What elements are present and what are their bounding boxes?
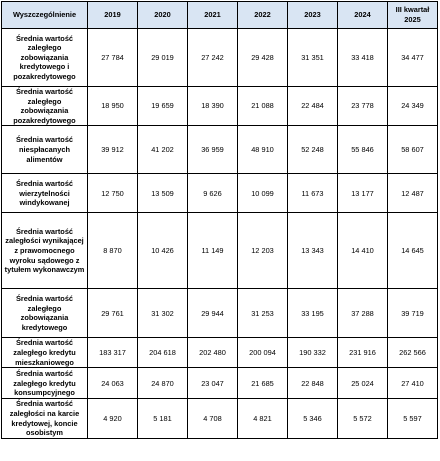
value-cell-2021: 202 480 — [188, 338, 238, 368]
value-cell-2019: 24 063 — [88, 368, 138, 399]
value-cell-2022: 4 821 — [238, 399, 288, 438]
value-cell-2020: 24 870 — [138, 368, 188, 399]
value-cell-2021: 29 944 — [188, 289, 238, 338]
value-cell-2023: 190 332 — [288, 338, 338, 368]
value-cell-2022: 21 088 — [238, 87, 288, 126]
value-cell-q3-2025: 27 410 — [388, 368, 438, 399]
value-cell-2019: 8 870 — [88, 213, 138, 289]
value-cell-2021: 11 149 — [188, 213, 238, 289]
header-cell-2023: 2023 — [288, 2, 338, 29]
value-cell-2024: 33 418 — [338, 29, 388, 87]
value-cell-2024: 55 846 — [338, 126, 388, 174]
value-cell-2022: 10 099 — [238, 174, 288, 213]
table-row — [2, 399, 438, 438]
value-cell-2024: 25 024 — [338, 368, 388, 399]
value-cell-2019: 29 761 — [88, 289, 138, 338]
header-cell-q3-2025: III kwartał 2025 — [388, 2, 438, 29]
value-cell-2024: 37 288 — [338, 289, 388, 338]
value-cell-2021: 23 047 — [188, 368, 238, 399]
value-cell-2022: 29 428 — [238, 29, 288, 87]
value-cell-q3-2025: 39 719 — [388, 289, 438, 338]
row-label: Średnia wartość wierzytelności windykowanej — [2, 174, 88, 213]
value-cell-q3-2025: 5 597 — [388, 399, 438, 438]
value-cell-2020: 31 302 — [138, 289, 188, 338]
value-cell-2021: 27 242 — [188, 29, 238, 87]
value-cell-2023: 5 346 — [288, 399, 338, 438]
header-cell-2021: 2021 — [188, 2, 238, 29]
value-cell-2019: 39 912 — [88, 126, 138, 174]
value-cell-2023: 52 248 — [288, 126, 338, 174]
value-cell-2019: 27 784 — [88, 29, 138, 87]
value-cell-2021: 9 626 — [188, 174, 238, 213]
value-cell-2020: 29 019 — [138, 29, 188, 87]
header-cell-2022: 2022 — [238, 2, 288, 29]
table-body — [2, 29, 438, 439]
header-cell-2019: 2019 — [88, 2, 138, 29]
table-row — [2, 289, 438, 338]
value-cell-2020: 19 659 — [138, 87, 188, 126]
value-cell-2023: 31 351 — [288, 29, 338, 87]
value-cell-2019: 183 317 — [88, 338, 138, 368]
table-row — [2, 368, 438, 399]
row-label: Średnia wartość niespłacanych alimentów — [2, 126, 88, 174]
row-label: Średnia wartość zaległego zobowiązania pozakredytowego — [2, 87, 88, 126]
value-cell-2022: 31 253 — [238, 289, 288, 338]
value-cell-2023: 33 195 — [288, 289, 338, 338]
debt-statistics-table — [1, 1, 438, 439]
row-label: Średnia wartość zaległego zobowiązania kredytowego i pozakredytowego — [2, 29, 88, 87]
value-cell-q3-2025: 262 566 — [388, 338, 438, 368]
header-cell-description: Wyszczególnienie — [2, 2, 88, 29]
table-row — [2, 174, 438, 213]
row-label: Średnia wartość zaległego zobowiązania kredytowego — [2, 289, 88, 338]
row-label: Średnia wartość zaległości na karcie kredytowej, koncie osobistym — [2, 399, 88, 438]
value-cell-q3-2025: 12 487 — [388, 174, 438, 213]
value-cell-q3-2025: 34 477 — [388, 29, 438, 87]
value-cell-2021: 36 959 — [188, 126, 238, 174]
table-row — [2, 213, 438, 289]
table-header — [2, 2, 438, 29]
table-row — [2, 126, 438, 174]
header-cell-2020: 2020 — [138, 2, 188, 29]
row-label: Średnia wartość zaległego kredytu mieszkaniowego — [2, 338, 88, 368]
header-row — [2, 2, 438, 29]
value-cell-2024: 5 572 — [338, 399, 388, 438]
value-cell-q3-2025: 24 349 — [388, 87, 438, 126]
value-cell-2020: 41 202 — [138, 126, 188, 174]
value-cell-q3-2025: 14 645 — [388, 213, 438, 289]
debt-statistics-table-container — [1, 1, 438, 439]
value-cell-2024: 23 778 — [338, 87, 388, 126]
value-cell-2021: 4 708 — [188, 399, 238, 438]
value-cell-2019: 4 920 — [88, 399, 138, 438]
value-cell-2019: 18 950 — [88, 87, 138, 126]
value-cell-2020: 10 426 — [138, 213, 188, 289]
value-cell-2023: 22 848 — [288, 368, 338, 399]
row-label: Średnia wartość zaległości wynikającej z prawomocnego wyroku sądowego z tytułem wykonawczym — [2, 213, 88, 289]
value-cell-2020: 204 618 — [138, 338, 188, 368]
value-cell-2022: 12 203 — [238, 213, 288, 289]
value-cell-2022: 21 685 — [238, 368, 288, 399]
table-row — [2, 338, 438, 368]
value-cell-2023: 22 484 — [288, 87, 338, 126]
table-row — [2, 87, 438, 126]
value-cell-2024: 13 177 — [338, 174, 388, 213]
value-cell-2022: 200 094 — [238, 338, 288, 368]
value-cell-2022: 48 910 — [238, 126, 288, 174]
value-cell-2023: 13 343 — [288, 213, 338, 289]
value-cell-2020: 5 181 — [138, 399, 188, 438]
value-cell-2019: 12 750 — [88, 174, 138, 213]
value-cell-q3-2025: 58 607 — [388, 126, 438, 174]
table-row — [2, 29, 438, 87]
value-cell-2024: 231 916 — [338, 338, 388, 368]
row-label: Średnia wartość zaległego kredytu konsumpcyjnego — [2, 368, 88, 399]
header-cell-2024: 2024 — [338, 2, 388, 29]
value-cell-2020: 13 509 — [138, 174, 188, 213]
value-cell-2023: 11 673 — [288, 174, 338, 213]
value-cell-2024: 14 410 — [338, 213, 388, 289]
value-cell-2021: 18 390 — [188, 87, 238, 126]
